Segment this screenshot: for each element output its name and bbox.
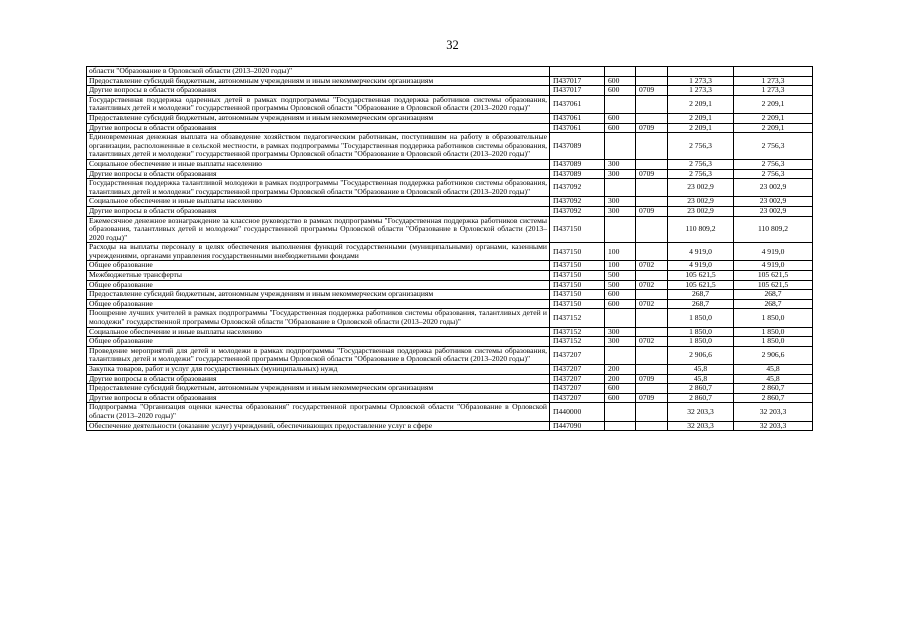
row-name-cell: Предоставление субсидий бюджетным, автономным учреждениям и иным некоммерческим организациям: [87, 384, 550, 394]
row-section-cell: 0702: [636, 280, 668, 290]
row-section-cell: 0709: [636, 86, 668, 96]
row-code-cell: П437207: [550, 374, 605, 384]
table-row: [87, 299, 813, 309]
row-amount-2-cell: 23 002,9: [734, 179, 813, 197]
row-name-cell: Другие вопросы в области образования: [87, 374, 550, 384]
row-expense-type-cell: [605, 421, 636, 431]
row-code-cell: П437089: [550, 159, 605, 169]
row-name-cell: Предоставление субсидий бюджетным, автономным учреждениям и иным некоммерческим организациям: [87, 76, 550, 86]
table-row: [87, 216, 813, 243]
row-amount-2-cell: 32 203,3: [734, 403, 813, 421]
row-expense-type-cell: 500: [605, 271, 636, 281]
row-amount-2-cell: 1 850,0: [734, 337, 813, 347]
row-code-cell: П437092: [550, 197, 605, 207]
row-name-cell: Другие вопросы в области образования: [87, 123, 550, 133]
row-section-cell: [636, 271, 668, 281]
row-amount-2-cell: [734, 67, 813, 77]
row-amount-1-cell: 2 209,1: [668, 113, 734, 123]
row-name-cell: Государственная поддержка талантливой молодежи в рамках подпрограммы "Государственная поддержка работников системы образования, талантливых детей и молодежи" государственной программы Орловской области "Образование в Орловской области (2013–2020 годы)": [87, 179, 550, 197]
row-code-cell: П437017: [550, 86, 605, 96]
row-amount-2-cell: 23 002,9: [734, 206, 813, 216]
row-section-cell: [636, 197, 668, 207]
row-amount-2-cell: 2 756,3: [734, 169, 813, 179]
row-amount-2-cell: 2 756,3: [734, 159, 813, 169]
row-expense-type-cell: 300: [605, 327, 636, 337]
row-section-cell: [636, 365, 668, 375]
row-amount-1-cell: 2 860,7: [668, 393, 734, 403]
row-expense-type-cell: [605, 346, 636, 364]
row-amount-2-cell: 45,8: [734, 374, 813, 384]
row-section-cell: 0709: [636, 206, 668, 216]
row-expense-type-cell: 600: [605, 384, 636, 394]
row-amount-2-cell: 2 860,7: [734, 393, 813, 403]
row-section-cell: 0702: [636, 261, 668, 271]
row-amount-2-cell: 32 203,3: [734, 421, 813, 431]
row-name-cell: области "Образование в Орловской области (2013–2020 годы)": [87, 67, 550, 77]
row-expense-type-cell: 200: [605, 365, 636, 375]
row-code-cell: П437061: [550, 95, 605, 113]
row-amount-1-cell: 110 809,2: [668, 216, 734, 243]
row-code-cell: [550, 67, 605, 77]
row-expense-type-cell: 300: [605, 169, 636, 179]
row-expense-type-cell: 200: [605, 374, 636, 384]
row-code-cell: П440000: [550, 403, 605, 421]
row-expense-type-cell: 100: [605, 243, 636, 261]
row-amount-1-cell: 2 756,3: [668, 133, 734, 160]
row-amount-2-cell: 1 273,3: [734, 76, 813, 86]
table-row: [87, 309, 813, 327]
row-amount-2-cell: 1 850,0: [734, 327, 813, 337]
row-amount-1-cell: 105 621,5: [668, 271, 734, 281]
row-code-cell: П437061: [550, 113, 605, 123]
row-expense-type-cell: 300: [605, 206, 636, 216]
row-name-cell: Другие вопросы в области образования: [87, 86, 550, 96]
row-section-cell: [636, 216, 668, 243]
table-row: [87, 197, 813, 207]
row-code-cell: П437089: [550, 133, 605, 160]
row-section-cell: [636, 327, 668, 337]
row-amount-1-cell: [668, 67, 734, 77]
row-amount-1-cell: 23 002,9: [668, 206, 734, 216]
row-expense-type-cell: 100: [605, 261, 636, 271]
row-amount-1-cell: 45,8: [668, 374, 734, 384]
row-code-cell: П437207: [550, 393, 605, 403]
row-amount-2-cell: 2 906,6: [734, 346, 813, 364]
row-section-cell: [636, 421, 668, 431]
row-name-cell: Закупка товаров, работ и услуг для государственных (муниципальных) нужд: [87, 365, 550, 375]
table-row: [87, 290, 813, 300]
row-amount-2-cell: 2 756,3: [734, 133, 813, 160]
row-section-cell: [636, 346, 668, 364]
row-expense-type-cell: 300: [605, 197, 636, 207]
row-section-cell: [636, 403, 668, 421]
row-amount-1-cell: 1 850,0: [668, 327, 734, 337]
table-row: [87, 346, 813, 364]
table-row: [87, 113, 813, 123]
row-section-cell: [636, 67, 668, 77]
row-amount-2-cell: 105 621,5: [734, 271, 813, 281]
row-expense-type-cell: 500: [605, 280, 636, 290]
row-expense-type-cell: 600: [605, 123, 636, 133]
row-amount-1-cell: 23 002,9: [668, 179, 734, 197]
row-name-cell: Подпрограмма "Организация оценки качества образования" государственной программы Орловской области "Образование в Орловской области (2013–2020 годы)": [87, 403, 550, 421]
row-code-cell: П437092: [550, 179, 605, 197]
table-row: [87, 67, 813, 77]
row-expense-type-cell: 600: [605, 299, 636, 309]
row-amount-1-cell: 4 919,0: [668, 243, 734, 261]
row-code-cell: П437207: [550, 365, 605, 375]
row-expense-type-cell: 600: [605, 393, 636, 403]
row-section-cell: [636, 290, 668, 300]
row-section-cell: [636, 113, 668, 123]
row-expense-type-cell: 600: [605, 113, 636, 123]
row-code-cell: П437207: [550, 346, 605, 364]
table-row: [87, 243, 813, 261]
row-name-cell: Другие вопросы в области образования: [87, 169, 550, 179]
row-name-cell: Общее образование: [87, 280, 550, 290]
row-section-cell: 0709: [636, 123, 668, 133]
row-name-cell: Социальное обеспечение и иные выплаты населению: [87, 197, 550, 207]
row-amount-1-cell: 1 850,0: [668, 309, 734, 327]
table-row: [87, 327, 813, 337]
row-name-cell: Общее образование: [87, 337, 550, 347]
row-amount-2-cell: 4 919,0: [734, 243, 813, 261]
row-code-cell: П437152: [550, 337, 605, 347]
row-amount-1-cell: 1 273,3: [668, 86, 734, 96]
row-amount-2-cell: 2 209,1: [734, 113, 813, 123]
budget-table-body: [87, 67, 813, 431]
row-amount-1-cell: 2 756,3: [668, 159, 734, 169]
table-row: [87, 133, 813, 160]
row-amount-2-cell: 23 002,9: [734, 197, 813, 207]
row-amount-1-cell: 2 209,1: [668, 123, 734, 133]
row-name-cell: Социальное обеспечение и иные выплаты населению: [87, 327, 550, 337]
row-name-cell: Проведение мероприятий для детей и молодежи в рамках подпрограммы "Государственная поддержка работников системы образования, талантливых детей и молодежи" государственной программы Орловской области "Образование в Орловской области (2013–2020 годы)": [87, 346, 550, 364]
row-amount-1-cell: 4 919,0: [668, 261, 734, 271]
row-amount-2-cell: 1 850,0: [734, 309, 813, 327]
row-expense-type-cell: 600: [605, 86, 636, 96]
table-row: [87, 374, 813, 384]
row-code-cell: П437150: [550, 290, 605, 300]
row-name-cell: Государственная поддержка одаренных детей в рамках подпрограммы "Государственная поддержка работников системы образования, талантливых детей и молодежи" государственной программы Орловской области "Образование в Орловской области (2013–2020 годы)": [87, 95, 550, 113]
table-row: [87, 159, 813, 169]
row-amount-1-cell: 32 203,3: [668, 421, 734, 431]
row-amount-2-cell: 2 860,7: [734, 384, 813, 394]
row-name-cell: Предоставление субсидий бюджетным, автономным учреждениям и иным некоммерческим организациям: [87, 113, 550, 123]
row-section-cell: [636, 179, 668, 197]
row-expense-type-cell: [605, 67, 636, 77]
row-name-cell: Общее образование: [87, 261, 550, 271]
row-expense-type-cell: [605, 179, 636, 197]
row-code-cell: П437092: [550, 206, 605, 216]
row-expense-type-cell: [605, 133, 636, 160]
row-expense-type-cell: [605, 95, 636, 113]
row-name-cell: Социальное обеспечение и иные выплаты населению: [87, 159, 550, 169]
row-code-cell: П437150: [550, 243, 605, 261]
row-amount-1-cell: 105 621,5: [668, 280, 734, 290]
table-row: [87, 95, 813, 113]
table-row: [87, 179, 813, 197]
row-name-cell: Обеспечение деятельности (оказание услуг) учреждений, обеспечивающих предоставление услуг в сфере: [87, 421, 550, 431]
row-expense-type-cell: 300: [605, 337, 636, 347]
table-row: [87, 86, 813, 96]
row-name-cell: Межбюджетные трансферты: [87, 271, 550, 281]
row-expense-type-cell: [605, 403, 636, 421]
row-code-cell: П437150: [550, 261, 605, 271]
row-amount-1-cell: 2 906,6: [668, 346, 734, 364]
row-amount-2-cell: 2 209,1: [734, 123, 813, 133]
table-row: [87, 393, 813, 403]
row-section-cell: 0702: [636, 337, 668, 347]
table-row: [87, 280, 813, 290]
row-amount-2-cell: 45,8: [734, 365, 813, 375]
row-name-cell: Расходы на выплаты персоналу в целях обеспечения выполнения функций государственными (муниципальными) органами, казенными учреждениями, органами управления государственными внебюджетными фондами: [87, 243, 550, 261]
table-row: [87, 271, 813, 281]
row-amount-1-cell: 268,7: [668, 299, 734, 309]
row-code-cell: П437150: [550, 216, 605, 243]
row-amount-2-cell: 110 809,2: [734, 216, 813, 243]
row-expense-type-cell: 600: [605, 76, 636, 86]
row-name-cell: Другие вопросы в области образования: [87, 206, 550, 216]
row-section-cell: [636, 159, 668, 169]
row-name-cell: Поощрение лучших учителей в рамках подпрограммы "Государственная поддержка работников системы образования, талантливых детей и молодежи" государственной программы Орловской области "Образование в Орловской области (2013–2020 годы)": [87, 309, 550, 327]
row-amount-2-cell: 2 209,1: [734, 95, 813, 113]
row-amount-2-cell: 268,7: [734, 299, 813, 309]
row-amount-2-cell: 1 273,3: [734, 86, 813, 96]
row-section-cell: 0709: [636, 374, 668, 384]
row-code-cell: П437150: [550, 280, 605, 290]
row-section-cell: [636, 309, 668, 327]
row-section-cell: 0709: [636, 393, 668, 403]
row-name-cell: Общее образование: [87, 299, 550, 309]
table-row: [87, 365, 813, 375]
table-row: [87, 384, 813, 394]
row-code-cell: П437150: [550, 271, 605, 281]
row-section-cell: [636, 133, 668, 160]
row-code-cell: П447090: [550, 421, 605, 431]
row-section-cell: [636, 76, 668, 86]
row-amount-1-cell: 1 850,0: [668, 337, 734, 347]
table-row: [87, 206, 813, 216]
row-amount-2-cell: 105 621,5: [734, 280, 813, 290]
row-section-cell: [636, 95, 668, 113]
row-amount-1-cell: 1 273,3: [668, 76, 734, 86]
row-code-cell: П437089: [550, 169, 605, 179]
row-amount-1-cell: 2 209,1: [668, 95, 734, 113]
page-number: 32: [446, 38, 459, 52]
table-row: [87, 123, 813, 133]
row-section-cell: [636, 243, 668, 261]
row-section-cell: 0709: [636, 169, 668, 179]
row-amount-1-cell: 45,8: [668, 365, 734, 375]
table-row: [87, 169, 813, 179]
row-section-cell: 0702: [636, 299, 668, 309]
row-amount-1-cell: 23 002,9: [668, 197, 734, 207]
row-code-cell: П437061: [550, 123, 605, 133]
row-code-cell: П437152: [550, 327, 605, 337]
row-expense-type-cell: 300: [605, 159, 636, 169]
row-section-cell: [636, 384, 668, 394]
row-amount-2-cell: 268,7: [734, 290, 813, 300]
row-code-cell: П437017: [550, 76, 605, 86]
table-row: [87, 403, 813, 421]
table-row: [87, 421, 813, 431]
row-amount-1-cell: 32 203,3: [668, 403, 734, 421]
row-expense-type-cell: 600: [605, 290, 636, 300]
row-code-cell: П437152: [550, 309, 605, 327]
row-expense-type-cell: [605, 216, 636, 243]
table-row: [87, 76, 813, 86]
row-amount-1-cell: 268,7: [668, 290, 734, 300]
row-amount-1-cell: 2 860,7: [668, 384, 734, 394]
row-code-cell: П437150: [550, 299, 605, 309]
row-amount-1-cell: 2 756,3: [668, 169, 734, 179]
row-code-cell: П437207: [550, 384, 605, 394]
row-name-cell: Ежемесячное денежное вознаграждение за классное руководство в рамках подпрограммы "Государственная поддержка работников системы образования, талантливых детей и молодежи" государственной программы Орловской области "Образование в Орловской области (2013–2020 годы)": [87, 216, 550, 243]
row-name-cell: Другие вопросы в области образования: [87, 393, 550, 403]
budget-table: [86, 66, 813, 431]
row-name-cell: Предоставление субсидий бюджетным, автономным учреждениям и иным некоммерческим организациям: [87, 290, 550, 300]
row-amount-2-cell: 4 919,0: [734, 261, 813, 271]
table-row: [87, 261, 813, 271]
row-expense-type-cell: [605, 309, 636, 327]
row-name-cell: Единовременная денежная выплата на обзаведение хозяйством педагогическим работникам, поступившим на работу в образовательные организации, расположенные в сельской местности, в рамках подпрограммы "Государственная поддержка работников системы образования, талантливых детей и молодежи" государственной программы Орловской области "Образование в Орловской области (2013–2020 годы)": [87, 133, 550, 160]
table-row: [87, 337, 813, 347]
